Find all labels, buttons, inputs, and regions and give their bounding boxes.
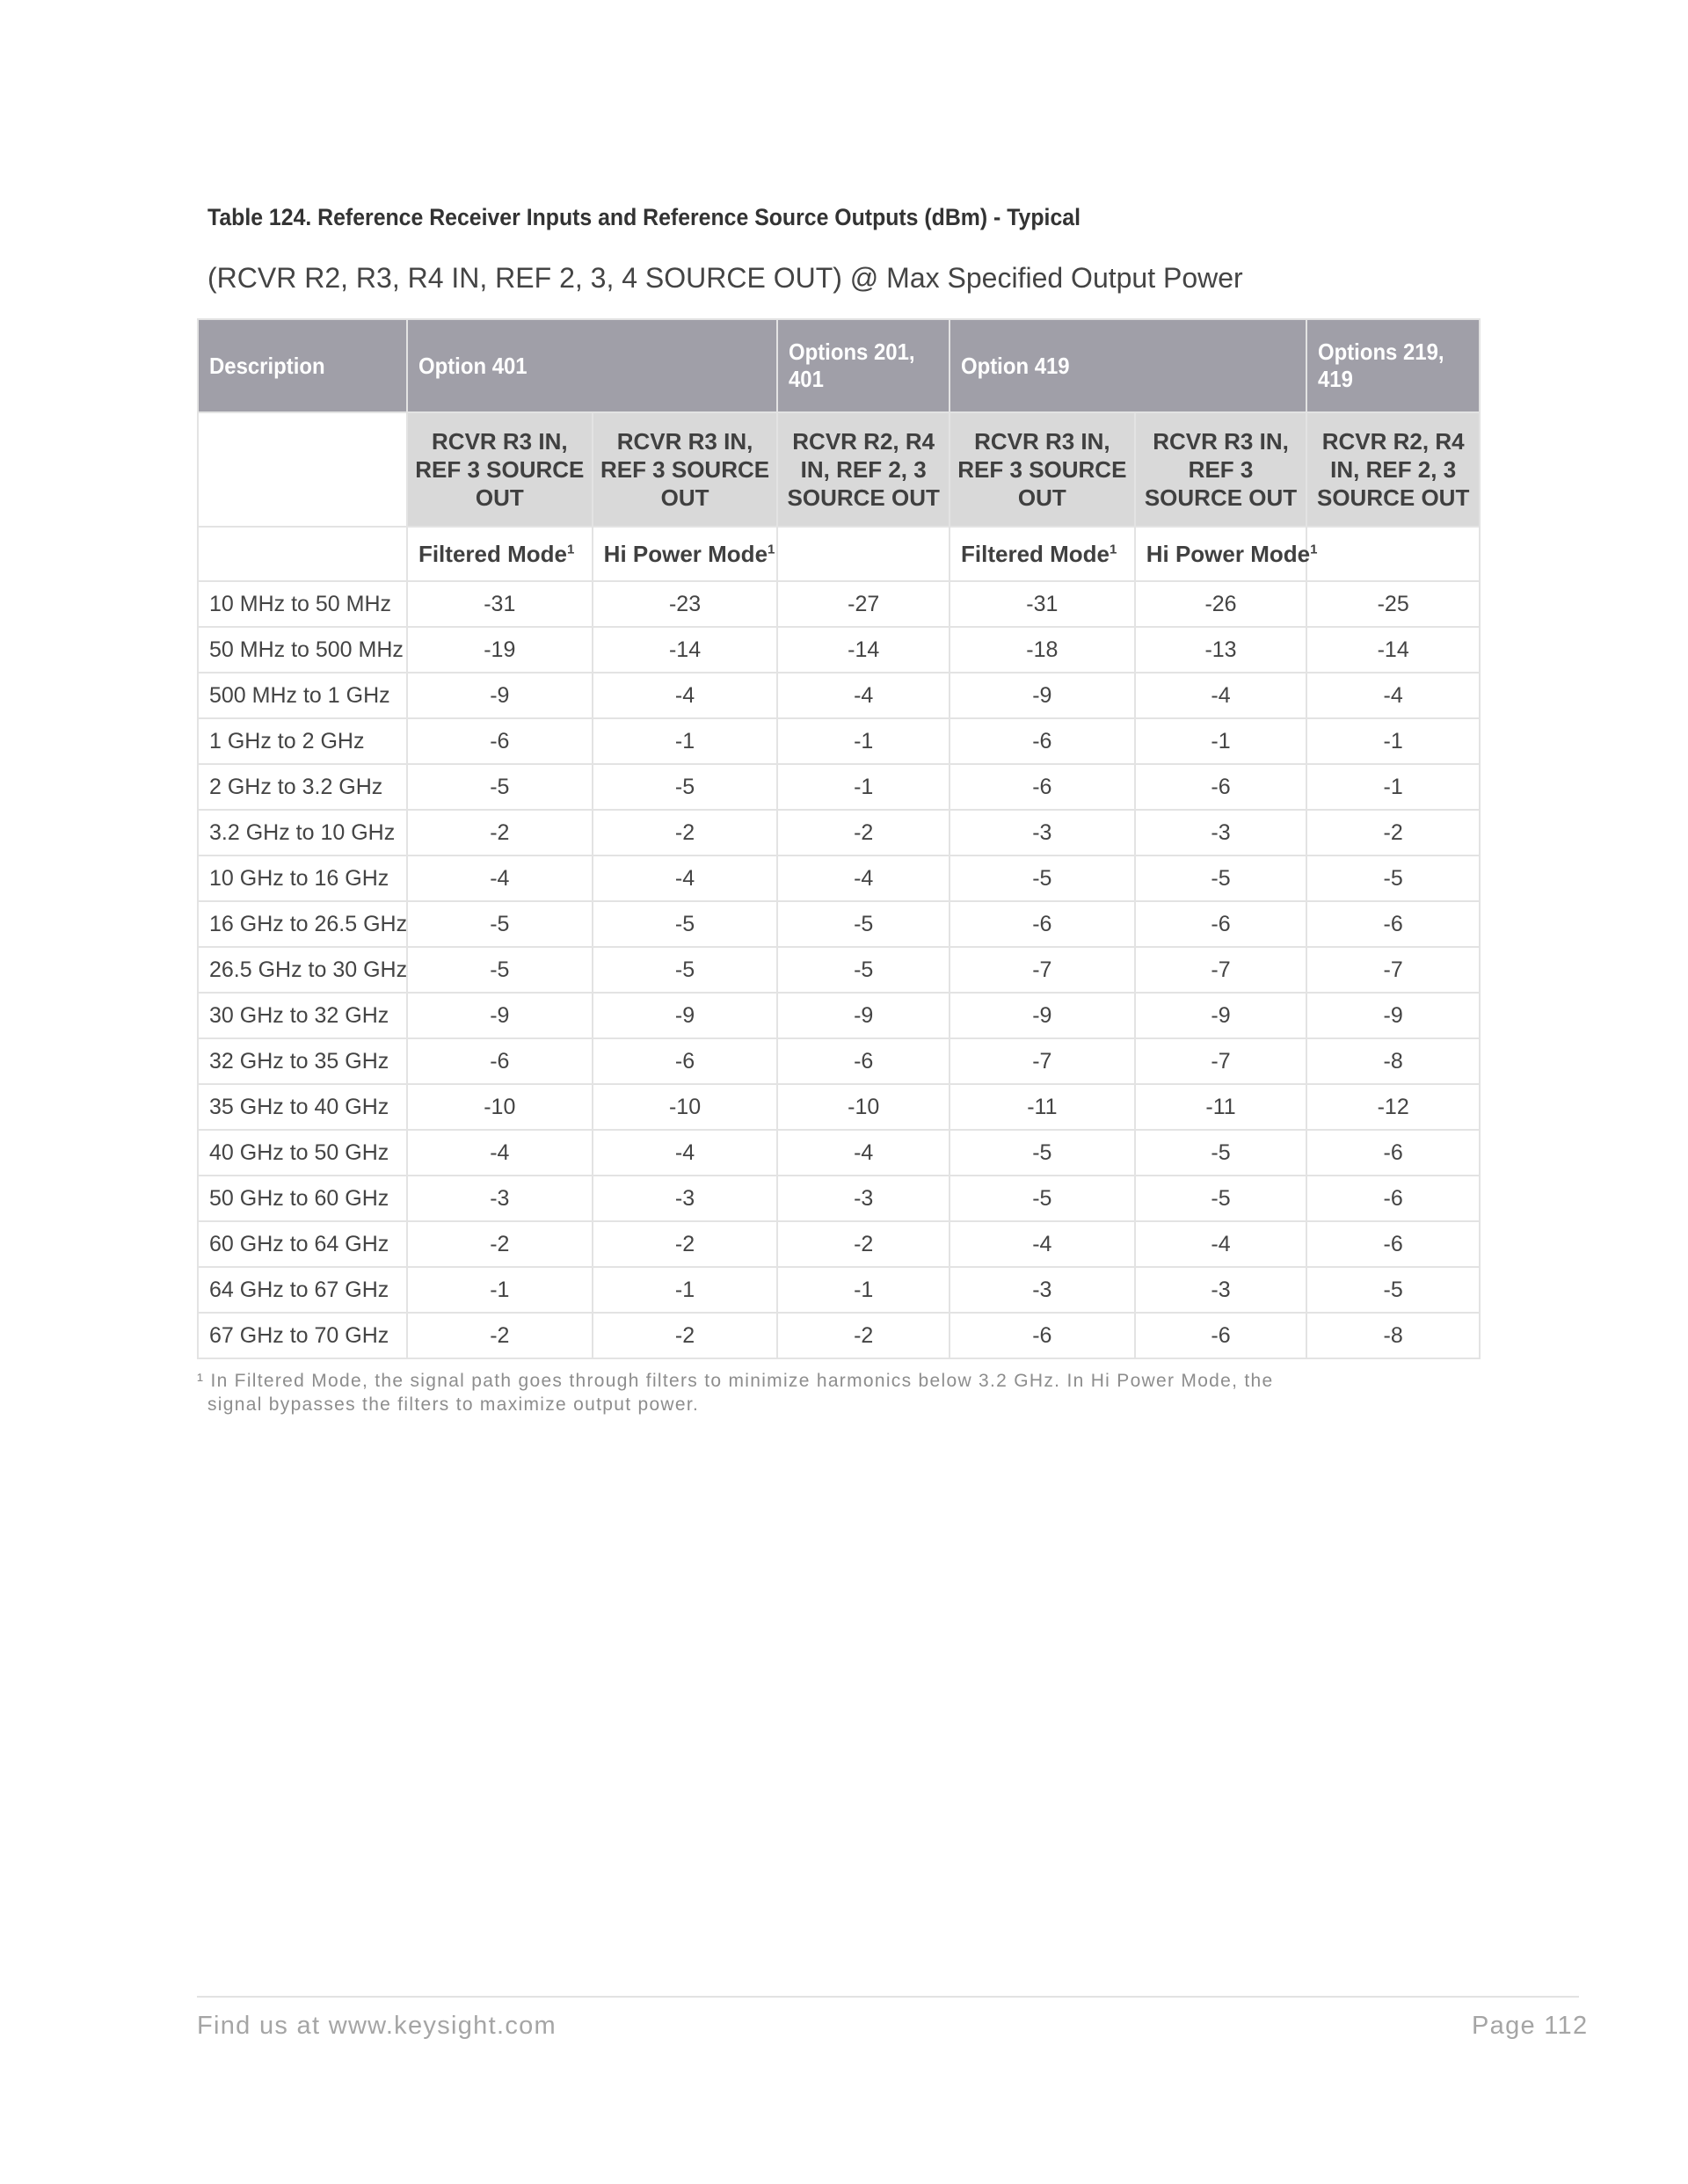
value-cell: -9 [407,993,593,1038]
value-cell: -27 [777,581,950,627]
value-cell: -31 [950,581,1135,627]
value-cell: -1 [1135,718,1307,764]
table-row [198,1267,1480,1313]
value-cell: -4 [950,1221,1135,1267]
value-cell: -1 [593,718,778,764]
row-description: 2 GHz to 3.2 GHz [198,764,407,810]
value-cell: -6 [950,1313,1135,1358]
value-cell: -9 [777,993,950,1038]
header-option-401: Option 401 [407,319,777,412]
row-description: 26.5 GHz to 30 GHz [198,947,407,993]
table-row [198,1038,1480,1084]
value-cell: -9 [1306,993,1480,1038]
value-cell: -1 [593,1267,778,1313]
value-cell: -1 [407,1267,593,1313]
row-description: 500 MHz to 1 GHz [198,673,407,718]
table-row [198,993,1480,1038]
header-options-201-401: Options 201, 401 [777,319,950,412]
value-cell: -2 [593,1221,778,1267]
value-cell: -2 [407,1313,593,1358]
table-row [198,901,1480,947]
header-options-219-419: Options 219, 419 [1306,319,1480,412]
table-row [198,1130,1480,1176]
value-cell: -13 [1135,627,1307,673]
value-cell: -12 [1306,1084,1480,1130]
value-cell: -4 [407,855,593,901]
subheader-cell: RCVR R3 IN, REF 3 SOURCE OUT [593,412,778,527]
value-cell: -4 [777,673,950,718]
value-cell: -8 [1306,1038,1480,1084]
value-cell: -11 [950,1084,1135,1130]
value-cell: -14 [1306,627,1480,673]
value-cell: -19 [407,627,593,673]
row-description: 50 MHz to 500 MHz [198,627,407,673]
value-cell: -1 [777,764,950,810]
value-cell: -6 [1135,901,1307,947]
value-cell: -3 [950,810,1135,855]
mode-filtered-401: Filtered Mode$^1$ [407,527,593,581]
footnote-line2: signal bypasses the filters to maximize output power. [207,1394,700,1415]
table-row [198,1084,1480,1130]
row-description: 60 GHz to 64 GHz [198,1221,407,1267]
value-cell: -26 [1135,581,1307,627]
value-cell: -10 [593,1084,778,1130]
row-description: 50 GHz to 60 GHz [198,1176,407,1221]
value-cell: -9 [950,993,1135,1038]
value-cell: -4 [407,1130,593,1176]
value-cell: -2 [777,1221,950,1267]
table-row [198,855,1480,901]
value-cell: -14 [593,627,778,673]
value-cell: -6 [1306,1130,1480,1176]
value-cell: -4 [1135,673,1307,718]
value-cell: -3 [593,1176,778,1221]
table-caption: Table 124. Reference Receiver Inputs and Reference Source Outputs (dBm) - Typical [207,204,1080,230]
value-cell: -5 [1135,1130,1307,1176]
subheader-cell: RCVR R3 IN, REF 3 SOURCE OUT [1135,412,1307,527]
mode-hipower-401: Hi Power Mode$^1$ [593,527,778,581]
value-cell: -5 [407,764,593,810]
value-cell: -1 [1306,764,1480,810]
row-description: 30 GHz to 32 GHz [198,993,407,1038]
row-description: 35 GHz to 40 GHz [198,1084,407,1130]
value-cell: -4 [593,1130,778,1176]
row-description: 10 MHz to 50 MHz [198,581,407,627]
mode-blank [1306,527,1480,581]
table-row [198,1176,1480,1221]
value-cell: -6 [1135,1313,1307,1358]
table-row [198,718,1480,764]
value-cell: -3 [777,1176,950,1221]
table-row [198,1221,1480,1267]
value-cell: -5 [593,947,778,993]
footer-divider [197,1996,1579,1998]
table-subtitle: (RCVR R2, R3, R4 IN, REF 2, 3, 4 SOURCE OUT) @ Max Specified Output Power [207,262,1243,294]
value-cell: -9 [593,993,778,1038]
table-row [198,673,1480,718]
value-cell: -3 [1135,1267,1307,1313]
value-cell: -4 [593,673,778,718]
row-description: 67 GHz to 70 GHz [198,1313,407,1358]
value-cell: -6 [1306,1176,1480,1221]
value-cell: -1 [777,718,950,764]
value-cell: -2 [407,810,593,855]
mode-filtered-419: Filtered Mode$^1$ [950,527,1135,581]
row-description: 16 GHz to 26.5 GHz [198,901,407,947]
table-row [198,1313,1480,1358]
value-cell: -8 [1306,1313,1480,1358]
value-cell: -2 [407,1221,593,1267]
value-cell: -5 [1135,855,1307,901]
value-cell: -6 [777,1038,950,1084]
row-description: 64 GHz to 67 GHz [198,1267,407,1313]
subheader-blank [198,412,407,527]
value-cell: -5 [407,947,593,993]
footnote-mark: ¹ [197,1371,205,1391]
table-row [198,764,1480,810]
value-cell: -23 [593,581,778,627]
value-cell: -1 [1306,718,1480,764]
footer-website: Find us at www.keysight.com [197,2012,557,2040]
value-cell: -5 [950,1130,1135,1176]
subheader-cell: RCVR R3 IN, REF 3 SOURCE OUT [407,412,593,527]
table-row [198,581,1480,627]
value-cell: -3 [407,1176,593,1221]
value-cell: -5 [950,1176,1135,1221]
value-cell: -18 [950,627,1135,673]
value-cell: -6 [950,718,1135,764]
value-cell: -6 [1135,764,1307,810]
value-cell: -2 [593,1313,778,1358]
value-cell: -6 [1306,901,1480,947]
row-description: 40 GHz to 50 GHz [198,1130,407,1176]
value-cell: -5 [950,855,1135,901]
value-cell: -5 [777,947,950,993]
row-description: 32 GHz to 35 GHz [198,1038,407,1084]
value-cell: -5 [593,901,778,947]
value-cell: -5 [407,901,593,947]
header-option-419: Option 419 [950,319,1306,412]
value-cell: -5 [1135,1176,1307,1221]
table-row [198,810,1480,855]
subheader-cell: RCVR R2, R4 IN, REF 2, 3 SOURCE OUT [777,412,950,527]
value-cell: -9 [950,673,1135,718]
value-cell: -4 [593,855,778,901]
footnote [197,1369,1357,1416]
value-cell: -7 [1306,947,1480,993]
value-cell: -2 [777,1313,950,1358]
value-cell: -6 [950,901,1135,947]
table-row [198,627,1480,673]
value-cell: -10 [407,1084,593,1130]
value-cell: -9 [1135,993,1307,1038]
value-cell: -6 [950,764,1135,810]
header-description: Description [198,319,407,412]
value-cell: -11 [1135,1084,1307,1130]
value-cell: -5 [1306,1267,1480,1313]
value-cell: -14 [777,627,950,673]
value-cell: -5 [1306,855,1480,901]
value-cell: -25 [1306,581,1480,627]
value-cell: -7 [950,1038,1135,1084]
value-cell: -4 [777,855,950,901]
subheader-cell: RCVR R3 IN, REF 3 SOURCE OUT [950,412,1135,527]
header-row [198,319,1480,412]
row-description: 1 GHz to 2 GHz [198,718,407,764]
table-row [198,947,1480,993]
value-cell: -2 [1306,810,1480,855]
mode-blank [198,527,407,581]
value-cell: -2 [777,810,950,855]
value-cell: -9 [407,673,593,718]
row-description: 10 GHz to 16 GHz [198,855,407,901]
value-cell: -4 [1306,673,1480,718]
value-cell: -6 [407,1038,593,1084]
value-cell: -5 [777,901,950,947]
value-cell: -7 [950,947,1135,993]
table-body [198,581,1480,1358]
value-cell: -4 [777,1130,950,1176]
value-cell: -10 [777,1084,950,1130]
value-cell: -2 [593,810,778,855]
value-cell: -31 [407,581,593,627]
value-cell: -1 [777,1267,950,1313]
footnote-line1: In Filtered Mode, the signal path goes through filters to minimize harmonics below 3.2 GHz. In Hi Power Mode, the [210,1371,1274,1391]
mode-hipower-419: Hi Power Mode$^1$ [1135,527,1307,581]
value-cell: -6 [1306,1221,1480,1267]
spec-table [197,318,1481,1359]
row-description: 3.2 GHz to 10 GHz [198,810,407,855]
value-cell: -7 [1135,1038,1307,1084]
value-cell: -5 [593,764,778,810]
value-cell: -3 [1135,810,1307,855]
mode-blank [777,527,950,581]
mode-row [198,527,1480,581]
footer-page-number: Page 112 [1472,2012,1589,2040]
value-cell: -6 [593,1038,778,1084]
subheader-cell: RCVR R2, R4 IN, REF 2, 3 SOURCE OUT [1306,412,1480,527]
value-cell: -7 [1135,947,1307,993]
value-cell: -4 [1135,1221,1307,1267]
value-cell: -6 [407,718,593,764]
value-cell: -3 [950,1267,1135,1313]
subheader-row [198,412,1480,527]
